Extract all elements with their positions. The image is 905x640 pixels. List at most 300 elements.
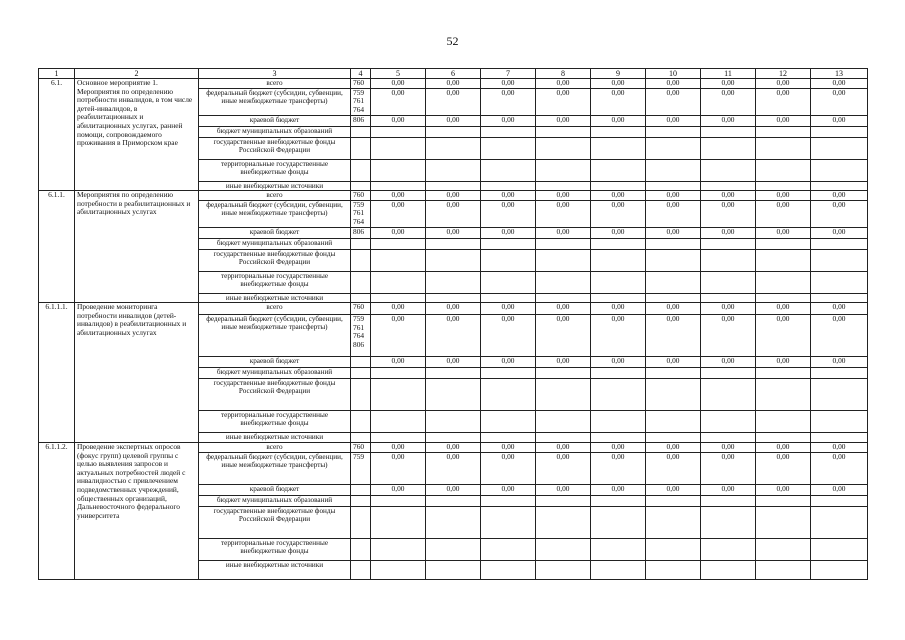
funding-source: бюджет муниципальных образований: [199, 126, 351, 137]
amount-cell: 0,00: [811, 88, 868, 115]
amount-cell: [646, 137, 701, 159]
amount-cell: [646, 411, 701, 433]
amount-cell: [591, 249, 646, 271]
amount-cell: [426, 137, 481, 159]
amount-cell: [701, 560, 756, 579]
amount-cell: 0,00: [536, 357, 591, 368]
amount-cell: 0,00: [811, 191, 868, 201]
budget-code: [351, 411, 371, 433]
amount-cell: 0,00: [426, 79, 481, 89]
amount-cell: [371, 560, 426, 579]
amount-cell: 0,00: [646, 115, 701, 126]
amount-cell: 0,00: [371, 315, 426, 357]
amount-cell: 0,00: [426, 452, 481, 484]
funding-source: территориальные государственные внебюджетные фонды: [199, 271, 351, 293]
amount-cell: [536, 238, 591, 249]
amount-cell: [536, 137, 591, 159]
header-cell-7: 7: [481, 69, 536, 79]
funding-source: иные внебюджетные источники: [199, 293, 351, 302]
amount-cell: 0,00: [591, 88, 646, 115]
amount-cell: 0,00: [591, 452, 646, 484]
amount-cell: 0,00: [371, 452, 426, 484]
amount-cell: 0,00: [591, 79, 646, 89]
item-number: 6.1.1.1.: [39, 303, 75, 443]
amount-cell: [646, 249, 701, 271]
amount-cell: [371, 181, 426, 190]
funding-source: иные внебюджетные источники: [199, 560, 351, 579]
amount-cell: 0,00: [371, 200, 426, 227]
amount-cell: [591, 238, 646, 249]
amount-cell: 0,00: [481, 79, 536, 89]
amount-cell: [536, 249, 591, 271]
amount-cell: 0,00: [591, 315, 646, 357]
amount-cell: 0,00: [371, 115, 426, 126]
amount-cell: [811, 126, 868, 137]
amount-cell: [426, 411, 481, 433]
header-cell-5: 5: [371, 69, 426, 79]
table-row: [39, 79, 868, 89]
funding-source: всего: [199, 191, 351, 201]
amount-cell: [701, 495, 756, 506]
budget-code: 759 761 764 806: [351, 315, 371, 357]
amount-cell: 0,00: [811, 357, 868, 368]
amount-cell: 0,00: [756, 315, 811, 357]
amount-cell: 0,00: [701, 443, 756, 453]
budget-code: [351, 538, 371, 560]
amount-cell: [756, 379, 811, 411]
amount-cell: [811, 506, 868, 538]
budget-code: [351, 181, 371, 190]
amount-cell: 0,00: [371, 79, 426, 89]
funding-source: краевой бюджет: [199, 484, 351, 495]
amount-cell: 0,00: [371, 484, 426, 495]
amount-cell: [591, 368, 646, 379]
amount-cell: [371, 368, 426, 379]
amount-cell: [371, 538, 426, 560]
amount-cell: [481, 506, 536, 538]
amount-cell: [536, 411, 591, 433]
amount-cell: [756, 271, 811, 293]
budget-code: [351, 560, 371, 579]
amount-cell: 0,00: [536, 79, 591, 89]
amount-cell: [701, 137, 756, 159]
amount-cell: [646, 506, 701, 538]
amount-cell: 0,00: [756, 452, 811, 484]
amount-cell: [536, 495, 591, 506]
budget-code: 806: [351, 227, 371, 238]
budget-code: [351, 357, 371, 368]
funding-source: бюджет муниципальных образований: [199, 238, 351, 249]
amount-cell: 0,00: [646, 88, 701, 115]
amount-cell: [646, 495, 701, 506]
amount-cell: [536, 271, 591, 293]
funding-source: государственные внебюджетные фонды Российской Федерации: [199, 137, 351, 159]
amount-cell: 0,00: [646, 303, 701, 315]
amount-cell: 0,00: [481, 115, 536, 126]
funding-source: государственные внебюджетные фонды Российской Федерации: [199, 506, 351, 538]
amount-cell: 0,00: [646, 227, 701, 238]
amount-cell: 0,00: [536, 303, 591, 315]
header-cell-3: 3: [199, 69, 351, 79]
funding-source: краевой бюджет: [199, 227, 351, 238]
amount-cell: [481, 433, 536, 443]
amount-cell: 0,00: [811, 200, 868, 227]
header-cell-12: 12: [756, 69, 811, 79]
funding-source: федеральный бюджет (субсидии, субвенции, иные межбюджетные трансферты): [199, 452, 351, 484]
amount-cell: 0,00: [591, 443, 646, 453]
amount-cell: [701, 379, 756, 411]
amount-cell: [701, 538, 756, 560]
budget-code: 759 761 764: [351, 88, 371, 115]
amount-cell: [426, 560, 481, 579]
amount-cell: 0,00: [811, 452, 868, 484]
amount-cell: [646, 433, 701, 443]
amount-cell: 0,00: [756, 443, 811, 453]
budget-table: [38, 68, 868, 580]
funding-source: иные внебюджетные источники: [199, 181, 351, 190]
amount-cell: [646, 538, 701, 560]
amount-cell: [426, 126, 481, 137]
funding-source: федеральный бюджет (субсидии, субвенции, иные межбюджетные трансферты): [199, 315, 351, 357]
amount-cell: [591, 293, 646, 302]
funding-source: бюджет муниципальных образований: [199, 368, 351, 379]
amount-cell: 0,00: [646, 484, 701, 495]
amount-cell: 0,00: [426, 115, 481, 126]
amount-cell: [536, 293, 591, 302]
amount-cell: 0,00: [481, 443, 536, 453]
amount-cell: 0,00: [756, 79, 811, 89]
amount-cell: [811, 379, 868, 411]
amount-cell: [536, 126, 591, 137]
amount-cell: [591, 379, 646, 411]
amount-cell: [591, 495, 646, 506]
header-cell-10: 10: [646, 69, 701, 79]
amount-cell: [646, 126, 701, 137]
amount-cell: 0,00: [426, 303, 481, 315]
amount-cell: [646, 560, 701, 579]
amount-cell: [591, 411, 646, 433]
amount-cell: [536, 159, 591, 181]
amount-cell: 0,00: [701, 115, 756, 126]
item-name: Мероприятия по определению потребности в реабилитационных и абилитационных услугах: [75, 191, 199, 303]
budget-code: 760: [351, 303, 371, 315]
item-number: 6.1.1.2.: [39, 443, 75, 580]
amount-cell: 0,00: [536, 315, 591, 357]
amount-cell: 0,00: [701, 303, 756, 315]
amount-cell: [811, 411, 868, 433]
amount-cell: 0,00: [481, 357, 536, 368]
funding-source: государственные внебюджетные фонды Российской Федерации: [199, 379, 351, 411]
amount-cell: [591, 538, 646, 560]
amount-cell: 0,00: [536, 227, 591, 238]
amount-cell: 0,00: [646, 79, 701, 89]
item-name: Проведение мониторинга потребности инвалидов (детей-инвалидов) в реабилитационных и абилитационных услугах: [75, 303, 199, 443]
amount-cell: [811, 238, 868, 249]
amount-cell: [371, 137, 426, 159]
amount-cell: 0,00: [371, 88, 426, 115]
item-name: Основное мероприятие 1. Мероприятия по определению потребности инвалидов, в том числе детей-инвалидов, в реабилитационных и абилитационных услугах, ранней помощи, сопровождаемого проживания в Приморском крае: [75, 79, 199, 191]
amount-cell: [536, 181, 591, 190]
amount-cell: 0,00: [481, 227, 536, 238]
budget-code: 806: [351, 115, 371, 126]
amount-cell: [481, 181, 536, 190]
amount-cell: 0,00: [371, 443, 426, 453]
amount-cell: 0,00: [811, 115, 868, 126]
funding-source: территориальные государственные внебюджетные фонды: [199, 159, 351, 181]
amount-cell: 0,00: [701, 79, 756, 89]
amount-cell: [756, 249, 811, 271]
amount-cell: 0,00: [481, 200, 536, 227]
amount-cell: 0,00: [811, 79, 868, 89]
amount-cell: 0,00: [536, 88, 591, 115]
budget-code: 759 761 764: [351, 200, 371, 227]
amount-cell: 0,00: [591, 191, 646, 201]
amount-cell: [371, 126, 426, 137]
amount-cell: [756, 368, 811, 379]
amount-cell: [371, 506, 426, 538]
amount-cell: 0,00: [591, 303, 646, 315]
budget-code: [351, 379, 371, 411]
amount-cell: [591, 181, 646, 190]
amount-cell: [646, 238, 701, 249]
amount-cell: 0,00: [756, 303, 811, 315]
amount-cell: [371, 293, 426, 302]
amount-cell: [536, 560, 591, 579]
amount-cell: 0,00: [536, 484, 591, 495]
budget-code: [351, 368, 371, 379]
amount-cell: [756, 126, 811, 137]
amount-cell: [811, 271, 868, 293]
amount-cell: [646, 159, 701, 181]
funding-source: территориальные государственные внебюджетные фонды: [199, 538, 351, 560]
amount-cell: [426, 495, 481, 506]
funding-source: всего: [199, 303, 351, 315]
budget-code: [351, 249, 371, 271]
amount-cell: 0,00: [536, 443, 591, 453]
amount-cell: 0,00: [701, 452, 756, 484]
amount-cell: 0,00: [591, 484, 646, 495]
budget-code: [351, 271, 371, 293]
amount-cell: [701, 506, 756, 538]
amount-cell: [426, 538, 481, 560]
amount-cell: [811, 137, 868, 159]
table-row: [39, 191, 868, 201]
funding-source: иные внебюджетные источники: [199, 433, 351, 443]
funding-source: бюджет муниципальных образований: [199, 495, 351, 506]
budget-code: [351, 238, 371, 249]
amount-cell: [756, 411, 811, 433]
amount-cell: 0,00: [701, 200, 756, 227]
budget-code: [351, 126, 371, 137]
amount-cell: 0,00: [426, 88, 481, 115]
amount-cell: [756, 506, 811, 538]
amount-cell: [371, 411, 426, 433]
amount-cell: 0,00: [756, 227, 811, 238]
amount-cell: [756, 238, 811, 249]
amount-cell: [646, 368, 701, 379]
amount-cell: 0,00: [426, 227, 481, 238]
table-row: [39, 303, 868, 315]
amount-cell: [646, 379, 701, 411]
item-number: 6.1.1.: [39, 191, 75, 303]
amount-cell: [701, 159, 756, 181]
amount-cell: 0,00: [426, 191, 481, 201]
amount-cell: 0,00: [701, 484, 756, 495]
amount-cell: 0,00: [536, 191, 591, 201]
amount-cell: 0,00: [646, 200, 701, 227]
header-cell-13: 13: [811, 69, 868, 79]
amount-cell: [371, 433, 426, 443]
amount-cell: [481, 249, 536, 271]
budget-code: 760: [351, 443, 371, 453]
amount-cell: [701, 249, 756, 271]
funding-source: всего: [199, 79, 351, 89]
funding-source: государственные внебюджетные фонды Российской Федерации: [199, 249, 351, 271]
amount-cell: [536, 506, 591, 538]
amount-cell: 0,00: [756, 357, 811, 368]
funding-source: краевой бюджет: [199, 357, 351, 368]
amount-cell: [591, 560, 646, 579]
amount-cell: [701, 126, 756, 137]
amount-cell: [756, 137, 811, 159]
amount-cell: [811, 293, 868, 302]
amount-cell: [811, 249, 868, 271]
amount-cell: 0,00: [591, 200, 646, 227]
amount-cell: 0,00: [371, 191, 426, 201]
amount-cell: 0,00: [646, 315, 701, 357]
amount-cell: 0,00: [426, 200, 481, 227]
amount-cell: 0,00: [426, 315, 481, 357]
amount-cell: [481, 137, 536, 159]
amount-cell: [426, 293, 481, 302]
amount-cell: [481, 379, 536, 411]
amount-cell: [756, 181, 811, 190]
budget-code: [351, 484, 371, 495]
amount-cell: 0,00: [756, 88, 811, 115]
funding-source: федеральный бюджет (субсидии, субвенции, иные межбюджетные трансферты): [199, 200, 351, 227]
amount-cell: [481, 293, 536, 302]
funding-source: всего: [199, 443, 351, 453]
amount-cell: [811, 368, 868, 379]
amount-cell: [701, 293, 756, 302]
amount-cell: [591, 506, 646, 538]
amount-cell: [536, 538, 591, 560]
amount-cell: [481, 560, 536, 579]
amount-cell: 0,00: [481, 452, 536, 484]
amount-cell: [426, 506, 481, 538]
amount-cell: [646, 271, 701, 293]
amount-cell: 0,00: [646, 357, 701, 368]
amount-cell: 0,00: [481, 88, 536, 115]
amount-cell: 0,00: [591, 115, 646, 126]
header-cell-9: 9: [591, 69, 646, 79]
amount-cell: 0,00: [536, 452, 591, 484]
budget-code: [351, 506, 371, 538]
page-number: 52: [446, 34, 459, 48]
amount-cell: [371, 271, 426, 293]
amount-cell: [646, 181, 701, 190]
item-number: 6.1.: [39, 79, 75, 191]
funding-source: краевой бюджет: [199, 115, 351, 126]
header-cell-1: 1: [39, 69, 75, 79]
amount-cell: [811, 181, 868, 190]
amount-cell: [371, 249, 426, 271]
amount-cell: 0,00: [426, 357, 481, 368]
table-header-row: [39, 69, 868, 79]
amount-cell: 0,00: [481, 303, 536, 315]
amount-cell: 0,00: [481, 315, 536, 357]
amount-cell: [756, 560, 811, 579]
amount-cell: [481, 271, 536, 293]
amount-cell: [701, 433, 756, 443]
amount-cell: [536, 433, 591, 443]
budget-code: [351, 433, 371, 443]
amount-cell: 0,00: [811, 484, 868, 495]
funding-source: федеральный бюджет (субсидии, субвенции, иные межбюджетные трансферты): [199, 88, 351, 115]
amount-cell: 0,00: [646, 443, 701, 453]
amount-cell: [701, 411, 756, 433]
amount-cell: 0,00: [371, 227, 426, 238]
amount-cell: 0,00: [756, 484, 811, 495]
amount-cell: [426, 159, 481, 181]
item-name: Проведение экспертных опросов (фокус групп) целевой группы с целью выявления запросов и актуальных потребностей людей с инвалидностью с привлечением подведомственных учреждений, общественных организаций, Дальневосточного федерального университета: [75, 443, 199, 580]
amount-cell: [701, 181, 756, 190]
amount-cell: [371, 495, 426, 506]
amount-cell: [481, 238, 536, 249]
amount-cell: 0,00: [756, 191, 811, 201]
amount-cell: [426, 368, 481, 379]
budget-code: [351, 293, 371, 302]
amount-cell: 0,00: [481, 484, 536, 495]
amount-cell: [426, 249, 481, 271]
amount-cell: 0,00: [701, 191, 756, 201]
amount-cell: [811, 560, 868, 579]
amount-cell: [811, 538, 868, 560]
amount-cell: [536, 379, 591, 411]
amount-cell: [591, 159, 646, 181]
amount-cell: 0,00: [701, 315, 756, 357]
header-cell-6: 6: [426, 69, 481, 79]
amount-cell: 0,00: [371, 357, 426, 368]
amount-cell: [811, 433, 868, 443]
amount-cell: [756, 538, 811, 560]
amount-cell: 0,00: [371, 303, 426, 315]
amount-cell: 0,00: [591, 227, 646, 238]
amount-cell: [481, 159, 536, 181]
amount-cell: [481, 126, 536, 137]
amount-cell: 0,00: [701, 88, 756, 115]
funding-source: территориальные государственные внебюджетные фонды: [199, 411, 351, 433]
amount-cell: 0,00: [811, 315, 868, 357]
amount-cell: [426, 181, 481, 190]
amount-cell: [481, 368, 536, 379]
budget-code: 760: [351, 191, 371, 201]
amount-cell: [646, 293, 701, 302]
amount-cell: [701, 271, 756, 293]
amount-cell: 0,00: [756, 115, 811, 126]
budget-code: [351, 495, 371, 506]
amount-cell: [591, 137, 646, 159]
amount-cell: 0,00: [481, 191, 536, 201]
amount-cell: [756, 433, 811, 443]
table-row: [39, 443, 868, 453]
amount-cell: [536, 368, 591, 379]
amount-cell: [591, 126, 646, 137]
amount-cell: [756, 159, 811, 181]
amount-cell: 0,00: [701, 227, 756, 238]
amount-cell: 0,00: [811, 303, 868, 315]
budget-code: [351, 159, 371, 181]
